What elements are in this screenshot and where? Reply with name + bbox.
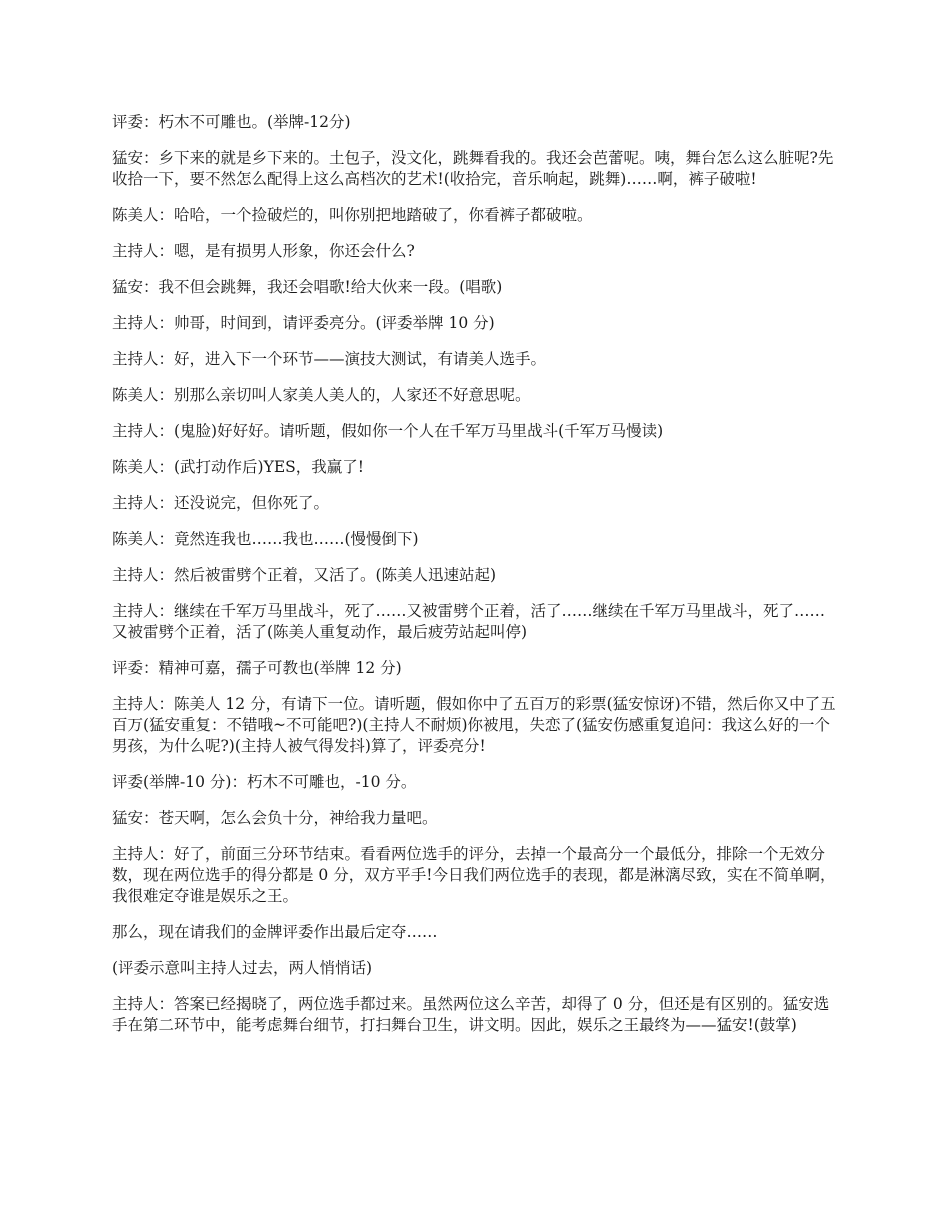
paragraph-host-8: 主持人：陈美人 12 分，有请下一位。请听题，假如你中了五百万的彩票(猛安惊讶)不错，然后你又中了五百万(猛安重复：不错哦~不可能吧?)(主持人不耐烦)你被甩，失恋了(猛安伤感重复追问：我这么好的一个男孩，为什么呢?)(主持人被气得发抖)算了，评委亮分! [112, 695, 836, 755]
paragraph-chen-2: 陈美人：别那么亲切叫人家美人美人的，人家还不好意思呢。 [112, 386, 531, 404]
paragraph-mengan-3: 猛安：苍天啊，怎么会负十分，神给我力量吧。 [112, 809, 438, 827]
paragraph-judge-3: 评委(举牌-10 分)：朽木不可雕也，-10 分。 [112, 773, 417, 791]
paragraph-host-9: 主持人：好了，前面三分环节结束。看看两位选手的评分，去掉一个最高分一个最低分，排除一个无效分数，现在两位选手的得分都是 0 分，双方平手!今日我们两位选手的表现，都是淋漓尽致，实在不简单啊，我很难定夺谁是娱乐之王。 [112, 845, 836, 905]
paragraph-judge-2: 评委：精神可嘉，孺子可教也(举牌 12 分) [112, 659, 402, 677]
paragraph-narration-1: 那么，现在请我们的金牌评委作出最后定夺…… [112, 923, 438, 941]
paragraph-chen-4: 陈美人：竟然连我也……我也……(慢慢倒下) [112, 530, 419, 548]
paragraph-judge-1: 评委：朽木不可雕也。(举牌-12分) [112, 113, 351, 131]
paragraph-mengan-1: 猛安：乡下来的就是乡下来的。土包子，没文化，跳舞看我的。我还会芭蕾呢。咦，舞台怎么这么脏呢?先收拾一下，要不然怎么配得上这么高档次的艺术!(收拾完，音乐响起，跳舞)……啊，裤子破啦! [112, 149, 834, 188]
paragraph-chen-1: 陈美人：哈哈，一个捡破烂的，叫你别把地踏破了，你看裤子都破啦。 [112, 206, 593, 224]
paragraph-host-4: 主持人：(鬼脸)好好好。请听题，假如你一个人在千军万马里战斗(千军万马慢读) [112, 422, 664, 440]
paragraph-host-6: 主持人：然后被雷劈个正着，又活了。(陈美人迅速站起) [112, 566, 497, 584]
document-body [112, 112, 838, 1051]
paragraph-host-3: 主持人：好，进入下一个环节——演技大测试，有请美人选手。 [112, 350, 547, 368]
paragraph-host-1: 主持人：嗯，是有损男人形象，你还会什么? [112, 242, 415, 260]
paragraph-chen-3: 陈美人：(武打动作后)YES，我赢了! [112, 458, 364, 476]
paragraph-stage-direction: (评委示意叫主持人过去，两人悄悄话) [112, 959, 373, 977]
paragraph-host-2: 主持人：帅哥，时间到，请评委亮分。(评委举牌 10 分) [112, 314, 495, 332]
paragraph-mengan-2: 猛安：我不但会跳舞，我还会唱歌!给大伙来一段。(唱歌) [112, 278, 503, 296]
paragraph-host-5: 主持人：还没说完，但你死了。 [112, 494, 330, 512]
paragraph-host-7: 主持人：继续在千军万马里战斗，死了……又被雷劈个正着，活了……继续在千军万马里战斗，死了……又被雷劈个正着，活了(陈美人重复动作，最后疲劳站起叫停) [112, 602, 826, 641]
paragraph-host-final: 主持人：答案已经揭晓了，两位选手都过来。虽然两位这么辛苦，却得了 0 分，但还是有区别的。猛安选手在第二环节中，能考虑舞台细节，打扫舞台卫生，讲文明。因此，娱乐之王最终为——猛安!(鼓掌) [112, 995, 830, 1034]
